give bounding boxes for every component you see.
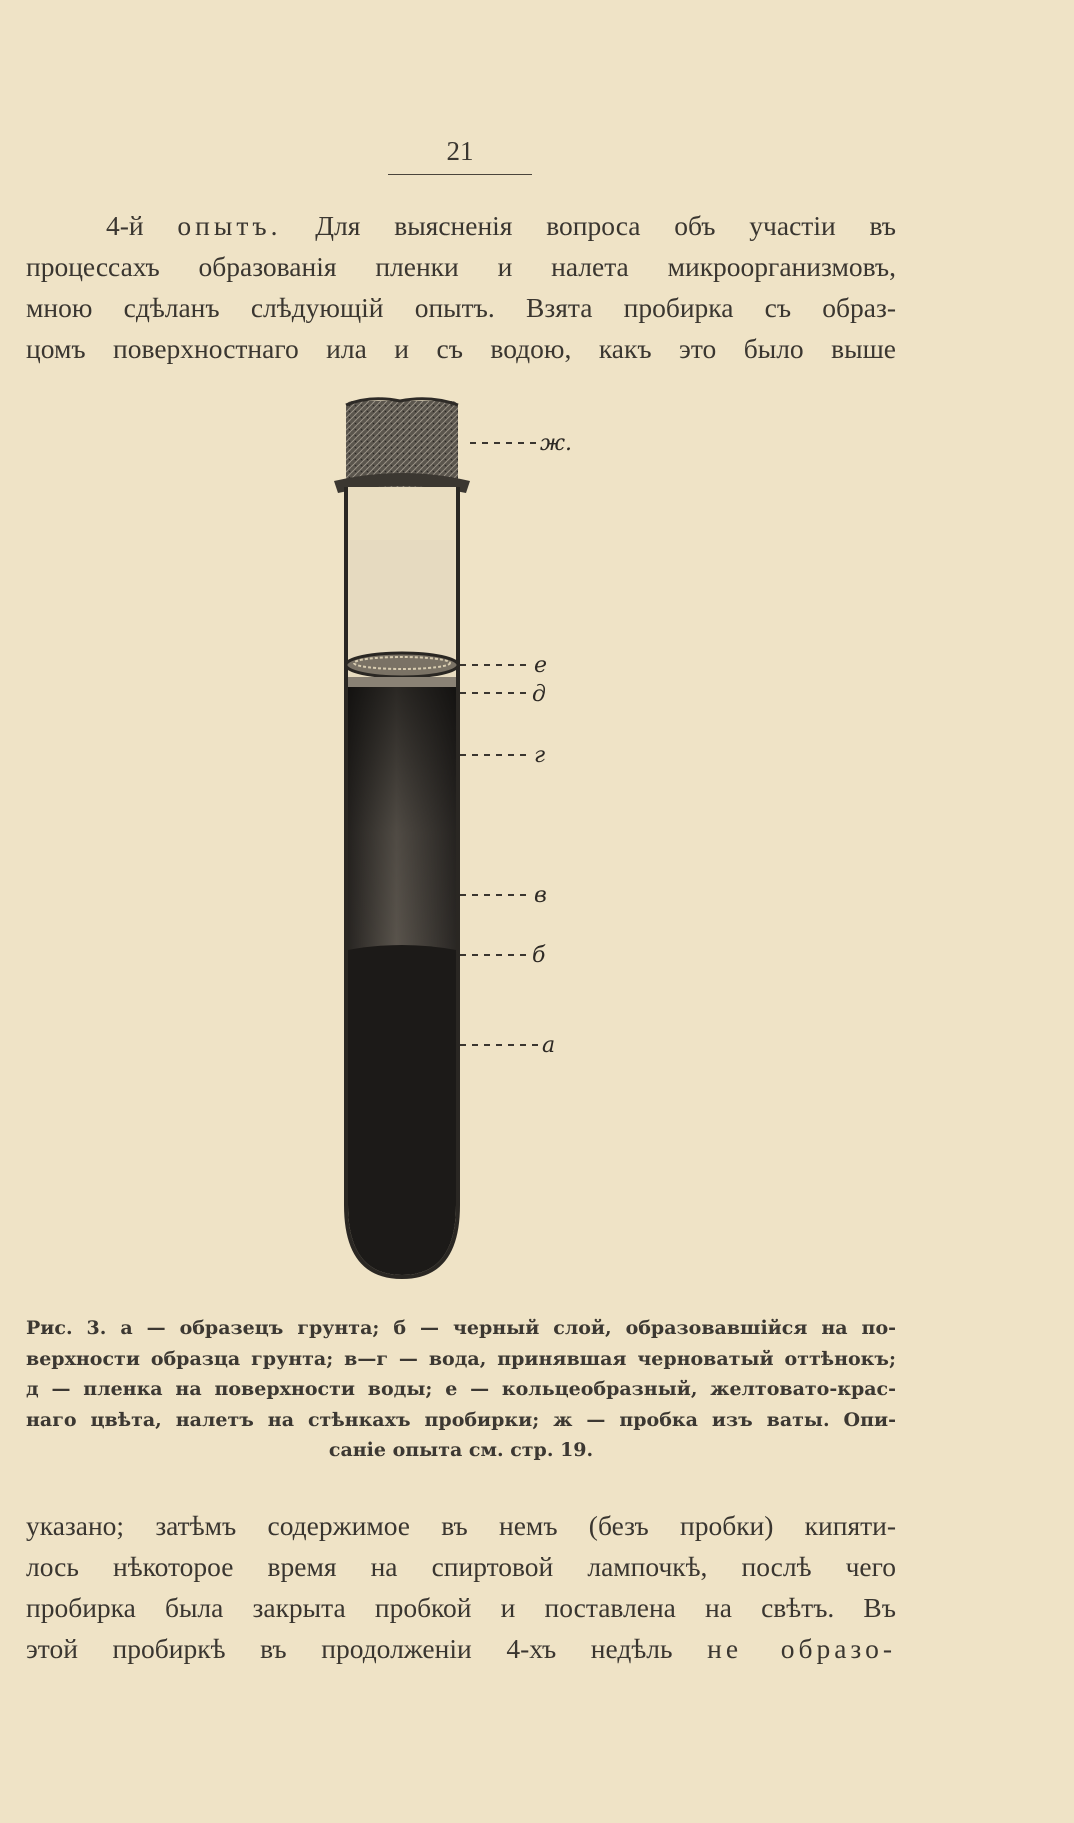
- paragraph-bottom-line-last: [26, 1628, 896, 1669]
- label-b: б: [532, 943, 546, 968]
- label-e: е: [534, 653, 548, 678]
- label-g: г: [534, 743, 546, 768]
- figure-caption: [26, 1313, 896, 1466]
- paragraph-top-line-1: [26, 205, 896, 246]
- page-number-rule: [388, 174, 532, 175]
- paragraph-bottom-line: указано; затѣмъ содержимое въ немъ (безъ пробки) кипяти-: [26, 1510, 896, 1541]
- figure-test-tube: [330, 395, 630, 1285]
- paragraph-top: [26, 205, 896, 369]
- label-a: а: [542, 1033, 556, 1058]
- paragraph-bottom-line-4-text: этой пробиркѣ въ продолженіи 4-хъ недѣль: [26, 1633, 673, 1664]
- page-number: 21: [446, 136, 474, 166]
- paragraph-bottom-spaced-tail: не образо-: [707, 1633, 897, 1664]
- paragraph-bottom-line: пробирка была закрыта пробкой и поставлена на свѣтъ. Въ: [26, 1592, 896, 1623]
- sediment-sample: [348, 945, 456, 1275]
- experiment-number: 4-й: [106, 210, 144, 241]
- paragraph-top-line-4: цомъ поверхностнаго ила и съ водою, какъ это было выше: [26, 333, 896, 364]
- test-tube-illustration: [330, 395, 630, 1285]
- paragraph-bottom-line: лось нѣкоторое время на спиртовой лампочкѣ, послѣ чего: [26, 1551, 896, 1582]
- label-zh: ж.: [540, 431, 573, 456]
- experiment-word: опытъ.: [177, 210, 282, 241]
- caption-line: д — пленка на поверхности воды; е — кольцеобразный, желтовато-крас-: [26, 1378, 896, 1400]
- paragraph-bottom: [26, 1505, 896, 1669]
- caption-line: наго цвѣта, налетъ на стѣнкахъ пробирки; ж — пробка изъ ваты. Опи-: [26, 1408, 896, 1431]
- caption-line: верхности образца грунта; в—г — вода, принявшая черноватый оттѣнокъ;: [26, 1347, 896, 1370]
- caption-line: саніе опыта см. стр. 19.: [328, 1439, 594, 1461]
- paragraph-top-line-1-text: Для выясненія вопроса объ участіи въ: [315, 210, 896, 241]
- caption-line: Рис. 3. а — образецъ грунта; б — черный слой, образовавшійся на по-: [26, 1317, 896, 1339]
- label-v: в: [534, 883, 547, 908]
- paragraph-top-line-2: процессахъ образованія пленки и налета микроорганизмовъ,: [26, 251, 896, 282]
- paragraph-top-line-3: мною сдѣланъ слѣдующій опытъ. Взята пробирка съ образ-: [26, 292, 896, 323]
- label-d: д: [532, 682, 546, 707]
